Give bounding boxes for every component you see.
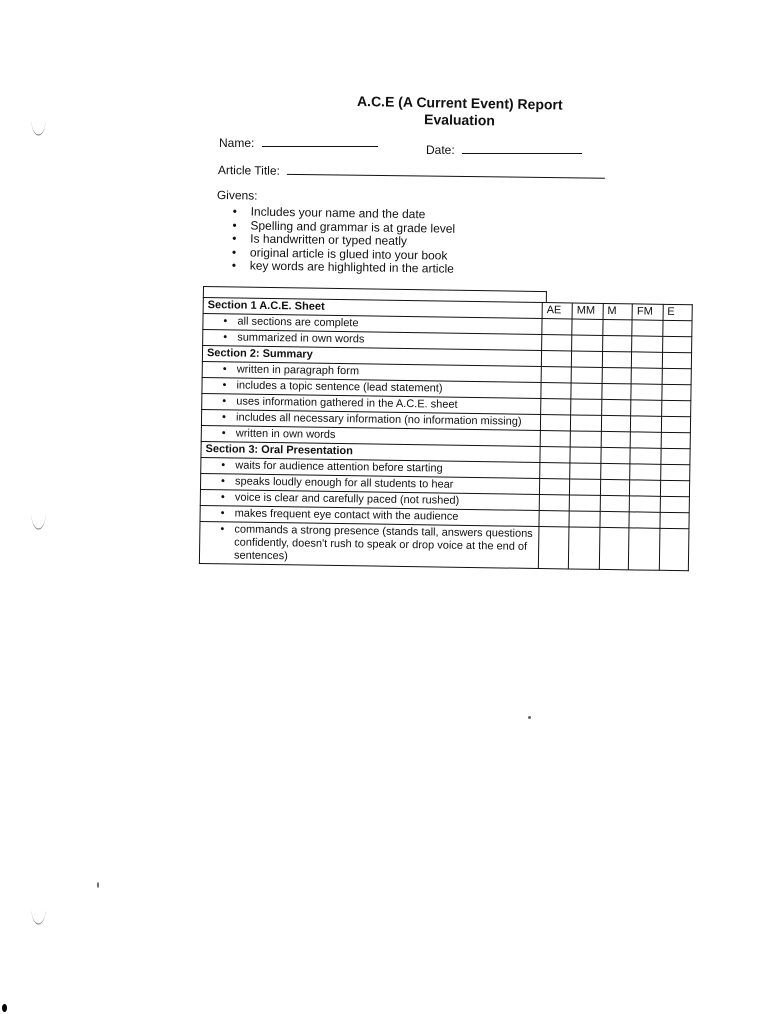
scan-speck [528,716,531,719]
score-cell[interactable] [661,432,691,448]
score-cell[interactable] [572,335,603,351]
score-cell[interactable] [539,511,569,527]
article-title-blank-line[interactable] [287,162,605,179]
score-cell[interactable] [571,399,602,415]
name-label: Name: [219,136,255,150]
section-3-title: Section 3: Oral Presentation [201,441,540,462]
score-cell[interactable] [539,479,569,495]
score-cell [541,351,571,367]
givens-item: • Spelling and grammar is at grade level [250,219,455,236]
givens-label: Givens: [216,188,258,203]
score-cell[interactable] [600,479,630,495]
hole-punch-mark-middle [32,501,46,530]
criterion-item: • voice is clear and carefully paced (not rushed) [200,489,539,510]
score-cell[interactable] [631,416,662,432]
name-blank-line[interactable] [262,134,378,147]
score-cell[interactable] [661,400,691,416]
column-header-mm: MM [572,303,603,319]
date-field[interactable] [426,141,582,157]
score-cell [601,447,631,463]
givens-item: • Includes your name and the date [251,206,456,223]
score-cell [540,447,570,463]
score-cell[interactable] [538,527,569,569]
score-cell[interactable] [540,415,570,431]
title-line-2: Evaluation [423,111,496,129]
column-header-m: M [603,303,633,319]
score-cell[interactable] [602,367,632,383]
score-cell [632,352,663,368]
hole-punch-mark-bottom [32,896,46,925]
score-cell[interactable] [602,383,632,399]
score-cell[interactable] [568,527,599,569]
score-cell[interactable] [630,432,661,448]
hole-punch-mark-top [32,107,46,136]
score-cell[interactable] [629,512,660,528]
rubric-table-wrapper [199,286,693,571]
score-cell[interactable] [570,431,601,447]
score-cell[interactable] [570,479,601,495]
score-cell[interactable] [630,480,661,496]
score-cell[interactable] [631,400,662,416]
score-cell[interactable] [601,431,631,447]
givens-item: • original article is glued into your book [250,246,455,263]
score-cell [571,351,602,367]
rubric-table [199,297,693,571]
score-cell[interactable] [630,464,661,480]
criterion-item: • makes frequent eye contact with the audience [200,505,539,526]
score-cell[interactable] [569,511,600,527]
criterion-item: • written in own words [201,425,540,446]
score-cell[interactable] [659,528,689,570]
givens-list [216,205,456,276]
criterion-item: • written in paragraph form [202,361,541,382]
criterion-item: • commands a strong presence (stands tall, answers questions confidently, doesn't rush to speak or drop voice at the end of sentences) [199,521,539,568]
score-cell[interactable] [603,319,633,335]
column-header-ae: AE [542,303,572,319]
score-cell [660,448,690,464]
score-cell[interactable] [660,480,690,496]
score-cell[interactable] [600,511,630,527]
score-cell[interactable] [571,383,602,399]
criterion-item: • all sections are complete [203,314,542,335]
score-cell [570,447,601,463]
score-cell[interactable] [540,463,570,479]
score-cell[interactable] [660,512,690,528]
score-cell[interactable] [541,399,571,415]
score-cell[interactable] [662,368,692,384]
score-cell[interactable] [600,495,630,511]
score-cell[interactable] [541,383,571,399]
section-2-title: Section 2: Summary [202,346,541,367]
criterion-item: • includes all necessary information (no information missing) [201,409,540,430]
score-cell[interactable] [601,415,631,431]
criterion-item: • summarized in own words [203,330,542,351]
score-cell[interactable] [599,527,629,569]
date-label: Date: [426,143,455,157]
score-cell[interactable] [661,384,691,400]
score-cell[interactable] [571,367,602,383]
score-cell[interactable] [631,368,662,384]
score-cell[interactable] [542,319,572,335]
score-cell[interactable] [662,320,692,336]
score-cell[interactable] [541,367,571,383]
score-cell[interactable] [572,319,603,335]
criterion-item: • uses information gathered in the A.C.E. sheet [202,393,541,414]
score-cell [602,351,632,367]
score-cell[interactable] [539,495,569,511]
date-blank-line[interactable] [462,141,582,154]
score-cell [662,352,692,368]
score-cell[interactable] [600,463,630,479]
givens-item: • key words are highlighted in the article [250,260,455,277]
article-title-label: Article Title: [217,162,280,178]
score-cell[interactable] [571,415,602,431]
score-cell[interactable] [629,496,660,512]
score-cell[interactable] [542,335,572,351]
score-cell[interactable] [660,464,690,480]
score-cell[interactable] [540,431,570,447]
givens-item: • Is handwritten or typed neatly [250,233,455,250]
givens-section [216,188,456,276]
score-cell[interactable] [569,495,600,511]
scan-speck [97,882,99,888]
name-field[interactable] [219,134,378,150]
score-cell[interactable] [631,384,662,400]
table-row [199,521,689,570]
score-cell[interactable] [629,528,660,570]
score-cell [630,448,661,464]
section-1-title: Section 1 A.C.E. Sheet [203,298,542,319]
score-cell[interactable] [632,320,663,336]
criterion-item: • speaks loudly enough for all students to hear [200,473,539,494]
scan-speck [2,1004,7,1012]
score-cell[interactable] [601,399,631,415]
score-cell[interactable] [662,336,692,352]
article-title-field[interactable] [218,161,606,182]
criterion-item: • includes a topic sentence (lead statement) [202,377,541,398]
criterion-item: • waits for audience attention before starting [201,457,540,478]
document-title [299,92,620,132]
column-header-e: E [663,304,693,320]
score-cell[interactable] [602,335,632,351]
column-header-fm: FM [632,304,663,320]
score-cell[interactable] [660,496,690,512]
score-cell[interactable] [570,463,601,479]
score-cell[interactable] [632,336,663,352]
title-line-1: A.C.E (A Current Event) Report [356,92,563,113]
score-cell[interactable] [661,416,691,432]
